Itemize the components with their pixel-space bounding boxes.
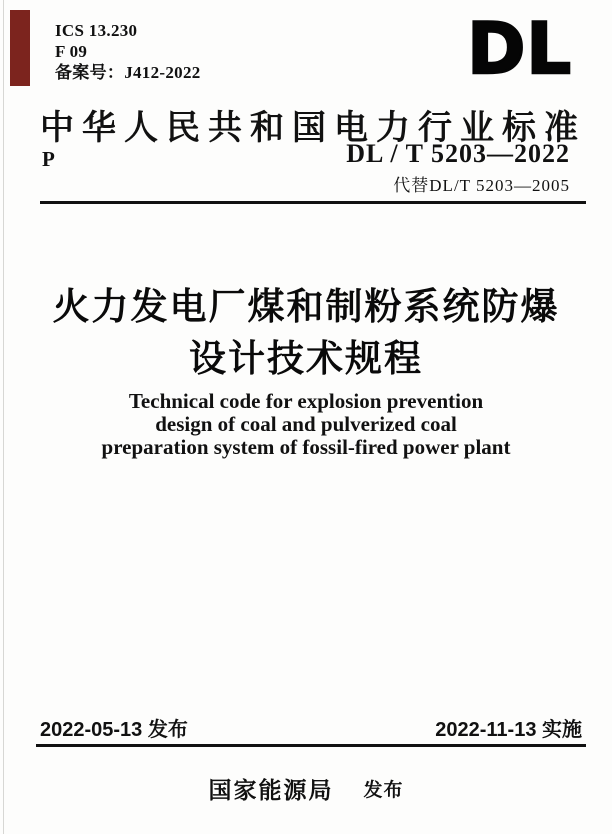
title-cn-line1: 火力发电厂煤和制粉系统防爆 [52, 286, 560, 327]
ics-block [55, 20, 201, 83]
issuer-action: 发布 [363, 780, 404, 801]
red-edge-mark [10, 10, 30, 86]
dl-logo: DL [467, 8, 572, 90]
replaced-standard: 代替DL/T 5203—2005 [393, 176, 570, 195]
p-mark: P [42, 147, 55, 171]
issuer-name: 国家能源局 [208, 778, 334, 803]
footer-divider [36, 744, 586, 747]
classification-code: F 09 [55, 42, 88, 61]
standard-number: DL / T 5203—2022 [346, 139, 570, 168]
title-en-line3: preparation system of fossil-fired power plant [101, 435, 511, 459]
title-cn-line2: 设计技术规程 [189, 338, 423, 379]
date-row [40, 713, 582, 742]
footer [0, 772, 612, 805]
title-en [0, 390, 612, 459]
issue-date: 2022-05-13 发布 [40, 719, 188, 741]
ics-code: ICS 13.230 [55, 21, 138, 40]
implement-date: 2022-11-13 实施 [435, 719, 582, 741]
header-divider [40, 201, 586, 204]
standard-body-title: 中华人民共和国电力行业标准 [40, 110, 586, 147]
title-en-line2: design of coal and pulverized coal [155, 412, 457, 436]
title-en-line1: Technical code for explosion prevention [128, 389, 484, 413]
record-number: 备案号：J412-2022 [55, 63, 201, 82]
